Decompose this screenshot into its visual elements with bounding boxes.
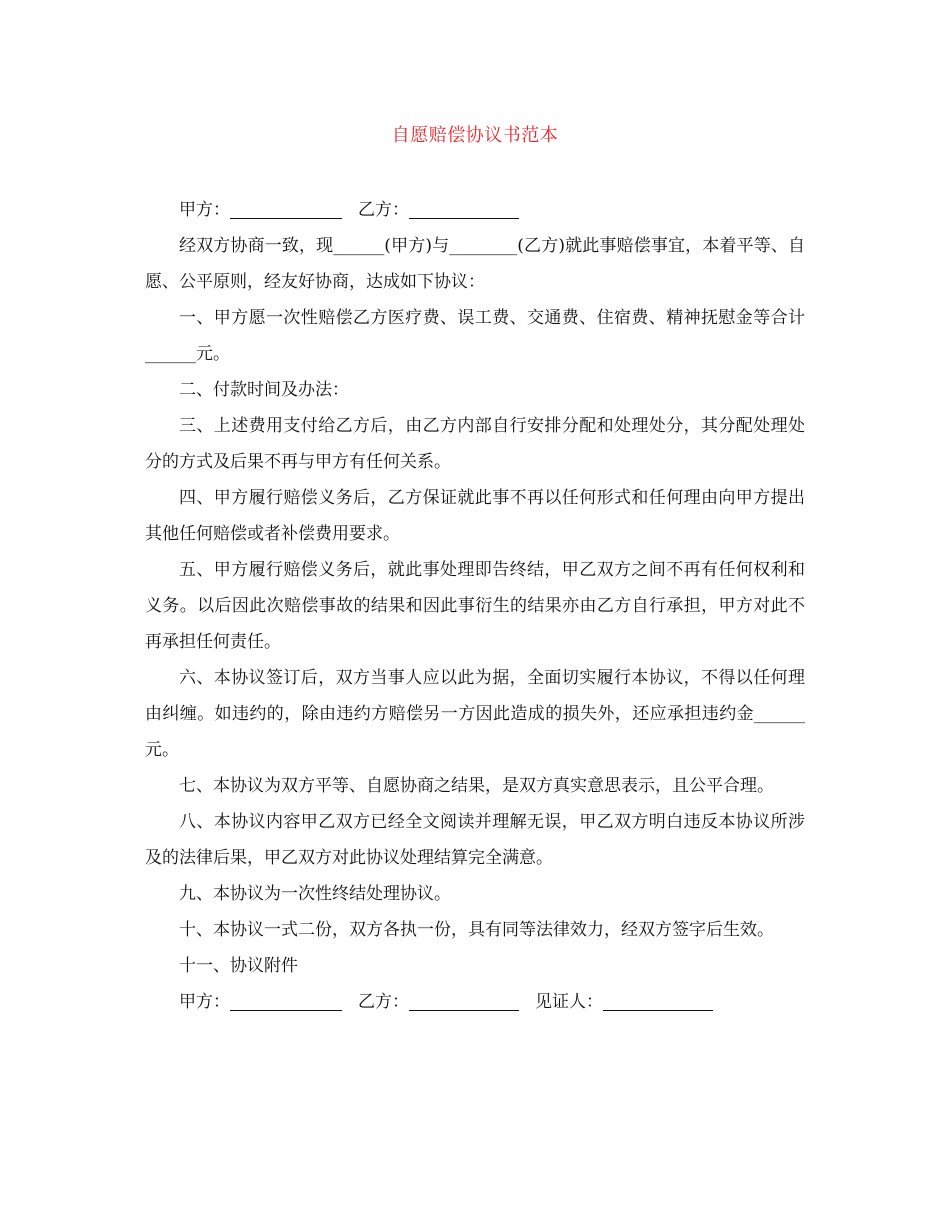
intro-paragraph: 经双方协商一致，现______(甲方)与________(乙方)就此事赔偿事宜，本着平等、自愿、公平原则，经友好协商，达成如下协议： — [145, 236, 805, 292]
clause-7: 七、本协议为双方平等、自愿协商之结果，是双方真实意思表示，且公平合理。 — [179, 776, 774, 796]
parties-line-top — [145, 192, 805, 228]
clause-6: 六、本协议签订后，双方当事人应以此为据，全面切实履行本协议，不得以任何理由纠缠。如违约的，除由违约方赔偿另一方因此造成的损失外，还应承担违约金______元。 — [145, 668, 805, 760]
clause-1: 一、甲方愿一次性赔偿乙方医疗费、误工费、交通费、住宿费、精神抚慰金等合计______元。 — [145, 308, 805, 364]
party-a-label: 甲方： — [179, 200, 230, 220]
party-a-blank — [230, 200, 342, 219]
clause-10: 十、本协议一式二份，双方各执一份，具有同等法律效力，经双方签字后生效。 — [179, 920, 774, 940]
party-b-blank — [409, 200, 519, 219]
sign-party-b-label: 乙方： — [358, 992, 409, 1012]
clause-8: 八、本协议内容甲乙双方已经全文阅读并理解无误，甲乙双方明白违反本协议所涉及的法律后果，甲乙双方对此协议处理结算完全满意。 — [145, 812, 805, 868]
party-b-label: 乙方： — [358, 200, 409, 220]
sign-party-b-blank — [409, 992, 519, 1011]
clause-4: 四、甲方履行赔偿义务后，乙方保证就此事不再以任何形式和任何理由向甲方提出其他任何赔偿或者补偿费用要求。 — [145, 488, 805, 544]
document-body — [145, 192, 805, 1020]
witness-label: 见证人： — [535, 992, 603, 1012]
clause-5: 五、甲方履行赔偿义务后，就此事处理即告终结，甲乙双方之间不再有任何权利和义务。以后因此次赔偿事故的结果和因此事衍生的结果亦由乙方自行承担，甲方对此不再承担任何责任。 — [145, 560, 805, 652]
clause-2: 二、付款时间及办法： — [179, 380, 349, 400]
sign-party-a-blank — [230, 992, 342, 1011]
clause-11: 十一、协议附件 — [179, 956, 298, 976]
signature-line — [145, 984, 805, 1020]
sign-party-a-label: 甲方： — [179, 992, 230, 1012]
clause-3: 三、上述费用支付给乙方后，由乙方内部自行安排分配和处理处分，其分配处理处分的方式及后果不再与甲方有任何关系。 — [145, 416, 805, 472]
witness-blank — [603, 992, 713, 1011]
document-title: 自愿赔偿协议书范本 — [391, 125, 559, 146]
clause-9: 九、本协议为一次性终结处理协议。 — [179, 884, 451, 904]
